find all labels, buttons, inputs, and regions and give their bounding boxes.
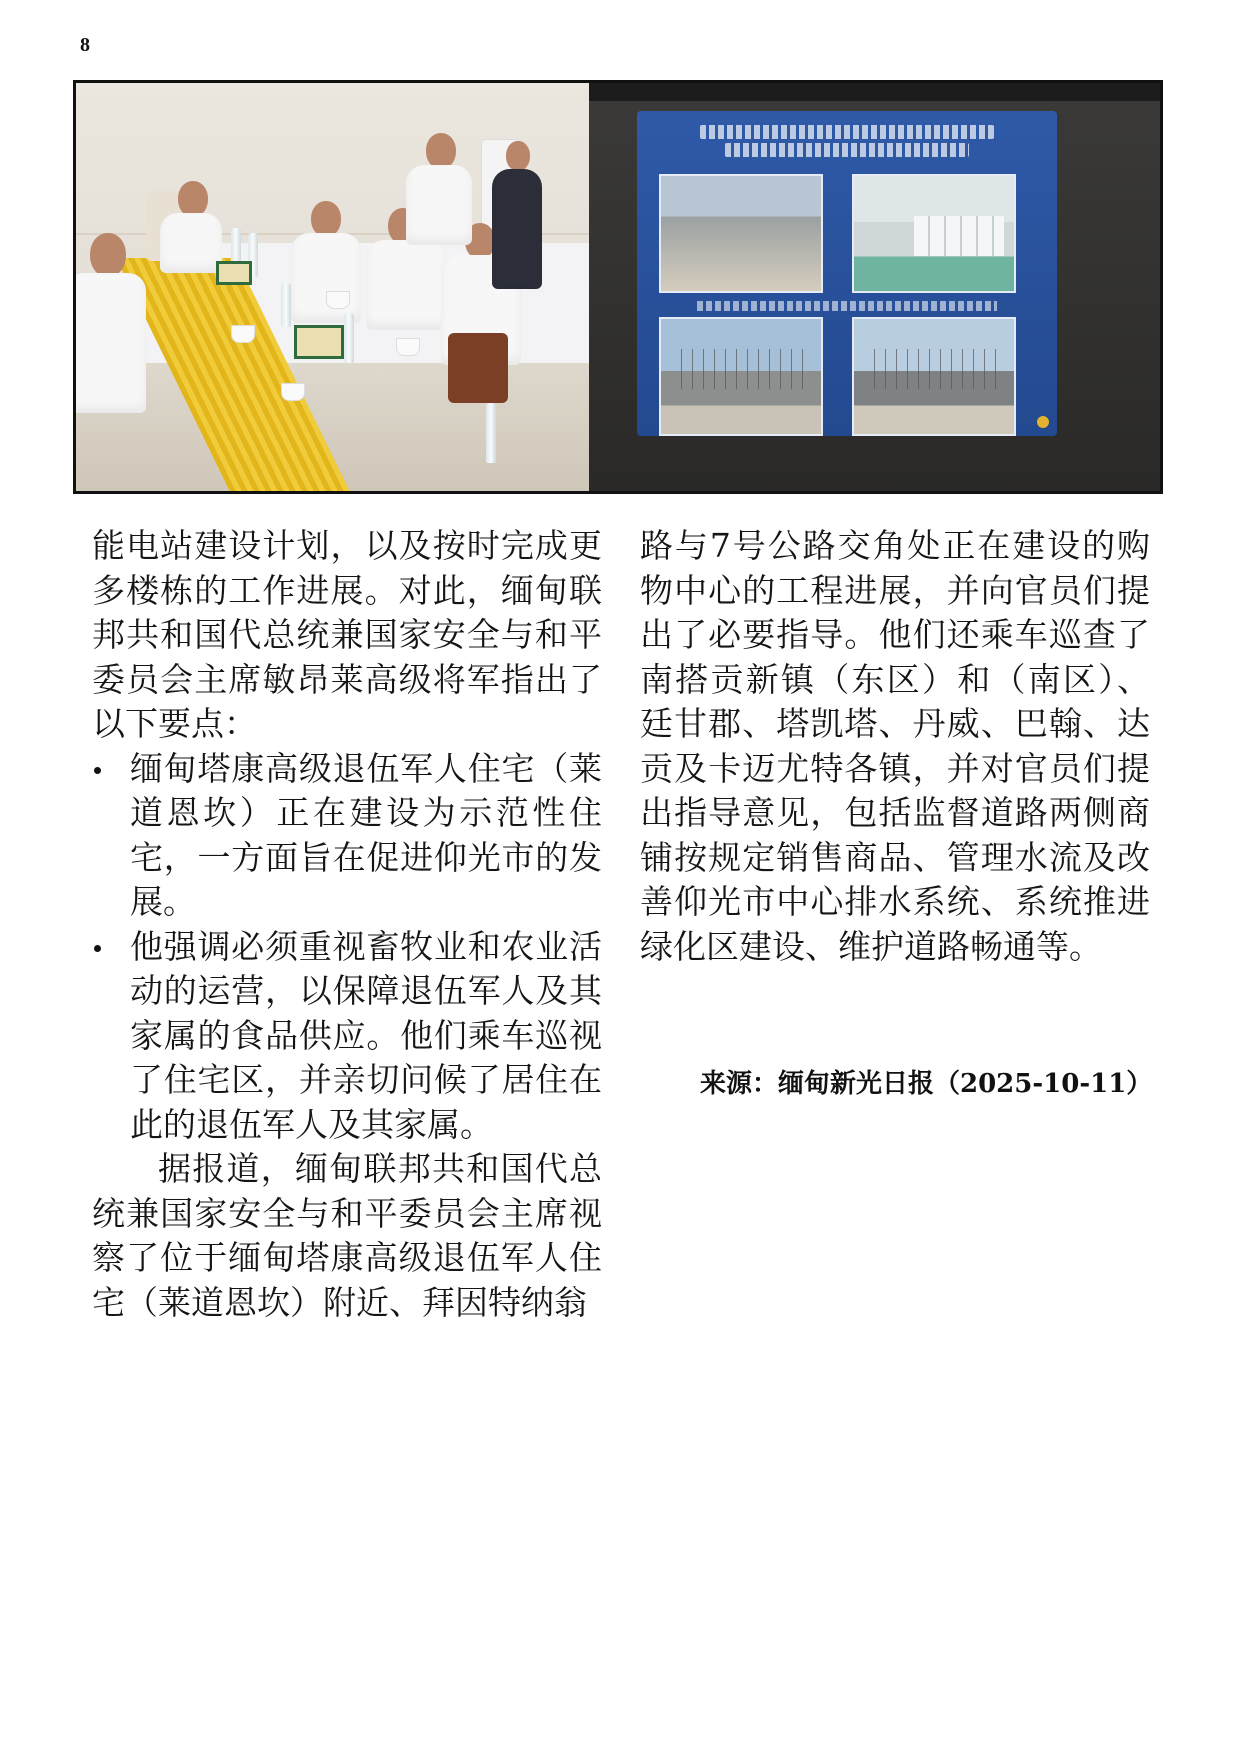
article-paragraph: 能电站建设计划，以及按时完成更多楼栋的工作进展。对此，缅甸联邦共和国代总统兼国家安全与和平委员会主席敏昂莱高级将军指出了以下要点： [92, 526, 602, 743]
bullet-text: 缅甸塔康高级退伍军人住宅（莱道恩坎）正在建设为示范性住宅，一方面旨在促进仰光市的发展。 [130, 748, 602, 921]
bullet-icon [94, 945, 101, 952]
article-source: 来源：缅甸新光日报（2025-10-11） [700, 1069, 1153, 1099]
bullet-list [92, 747, 602, 1148]
article-right-column [640, 524, 1150, 969]
article-left-column [92, 524, 602, 1325]
article-photo [73, 80, 1163, 494]
bullet-icon [94, 767, 101, 774]
article-paragraph: 路与7号公路交角处正在建设的购物中心的工程进展，并向官员们提出了必要指导。他们还乘车巡查了南搭贡新镇（东区）和（南区）、廷甘郡、塔凯塔、丹威、巴翰、达贡及卡迈尤特各镇，并对官员们提出指导意见，包括监督道路两侧商铺按规定销售商品、管理水流及改善仰光市中心排水系统、系统推进绿化区建设、维护道路畅通等。 [640, 526, 1150, 966]
article-paragraph: 据报道，缅甸联邦共和国代总统兼国家安全与和平委员会主席视察了位于缅甸塔康高级退伍军人住宅（莱道恩坎）附近、拜因特纳翁 [92, 1149, 602, 1322]
bullet-item [92, 925, 602, 1148]
page-number: 8 [80, 34, 90, 56]
bullet-text: 他强调必须重视畜牧业和农业活动的运营，以保障退伍军人及其家属的食品供应。他们乘车巡视了住宅区，并亲切问候了居住在此的退伍军人及其家属。 [130, 926, 602, 1144]
bullet-item [92, 747, 602, 925]
projector-slide-photo [589, 83, 1160, 491]
meeting-photo [76, 83, 589, 491]
